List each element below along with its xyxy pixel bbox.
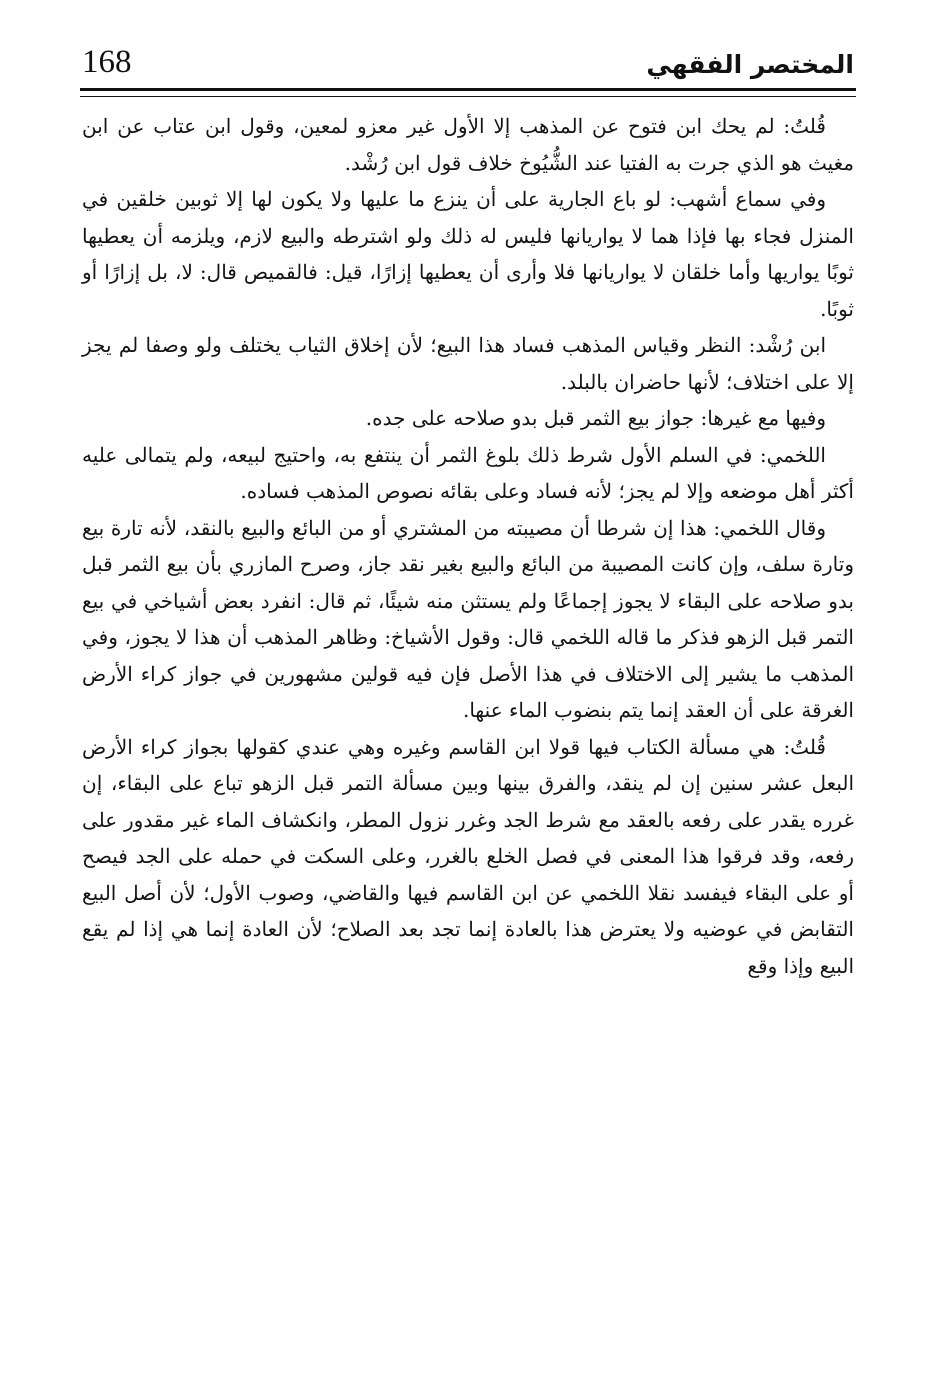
running-title: المختصر الفقهي [646,50,854,79]
paragraph: اللخمي: في السلم الأول شرط ذلك بلوغ الثمر أن ينتفع به، واحتيج لبيعه، ولم يتمالى عليه أكثر أهل موضعه وإلا لم يجز؛ لأنه فساد وعلى بقائه نصوص المذهب فساده. [82,442,854,503]
page-number: 168 [82,44,132,80]
paragraph: ابن رُشْد: النظر وقياس المذهب فساد هذا البيع؛ لأن إخلاق الثياب يختلف ولو وصفا لم يجز إلا على اختلاف؛ لأنها حاضران بالبلد. [82,333,854,394]
paragraph: قُلتُ: لم يحك ابن فتوح عن المذهب إلا الأول غير معزو لمعين، وقول ابن عتاب عن ابن مغيث هو الذي جرت به الفتيا عند الشُّيُوخ خلاف قول ابن رُشْد. [82,114,854,175]
paragraph: قُلتُ: هي مسألة الكتاب فيها قولا ابن القاسم وغيره وهي عندي كقولها بجواز كراء الأرض البعل عشر سنين إن لم ينقد، والفرق بينها وبين مسألة التمر قبل الزهو تباع على البقاء، إن غرره يقدر على رفعه بالعقد مع شرط الجد وغرر نزول المطر، وانكشاف الماء غير مقدور على رفعه، وقد فرقوا هذا المعنى في فصل الخلع بالغرر، وعلى السكت في حمله على الجد فيصح أو على البقاء فيفسد نقلا اللخمي عن ابن القاسم فيها والقاضي، وصوب الأول؛ لأن أصل البيع التقابض في عوضيه ولا يعترض هذا بالعادة إنما تجد بعد الصلاح؛ لأن العادة إنما هي إذا لم يقع البيع وإذا وقع [82,734,854,978]
paragraph: وفيها مع غيرها: جواز بيع الثمر قبل بدو صلاحه على جده. [365,406,826,430]
header-rule [80,88,856,97]
page-header [82,38,854,90]
paragraph: وقال اللخمي: هذا إن شرطا أن مصيبته من المشتري أو من البائع والبيع بالنقد، لأنه تارة بيع وتارة سلف، وإن كانت المصيبة من البائع والبيع بغير نقد جاز، وصرح المازري بأن بيع الثمر قبل بدو صلاحه على البقاء لا يجوز إجماعًا ولم يستثن منه شيئًا، ثم قال: انفرد بعض أشياخي في بيع التمر قبل الزهو فذكر ما قاله اللخمي قال: وقول الأشياخ: وظاهر المذهب أن هذا لا يجوز، وفي المذهب ما يشير إلى الاختلاف في هذا الأصل فإن فيه قولين مشهورين في جواز كراء الأرض الغرقة على أن العقد إنما يتم بنضوب الماء عنها. [82,515,854,722]
main-text [82,108,854,984]
paragraph: وفي سماع أشهب: لو باع الجارية على أن ينزع ما عليها ولا يكون لها إلا ثوبين خلقين في المنزل فجاء بها فإذا هما لا يواريانها فليس له ذلك ولو اشترطه والبيع لازم، ويلزمه أن يعطيها ثوبًا يواريها وأما خلقان لا يواريانها فلا وأرى أن يعطيها إزارًا، قيل: فالقميص قال: لا، بل إزارًا أو ثوبًا. [82,187,854,321]
